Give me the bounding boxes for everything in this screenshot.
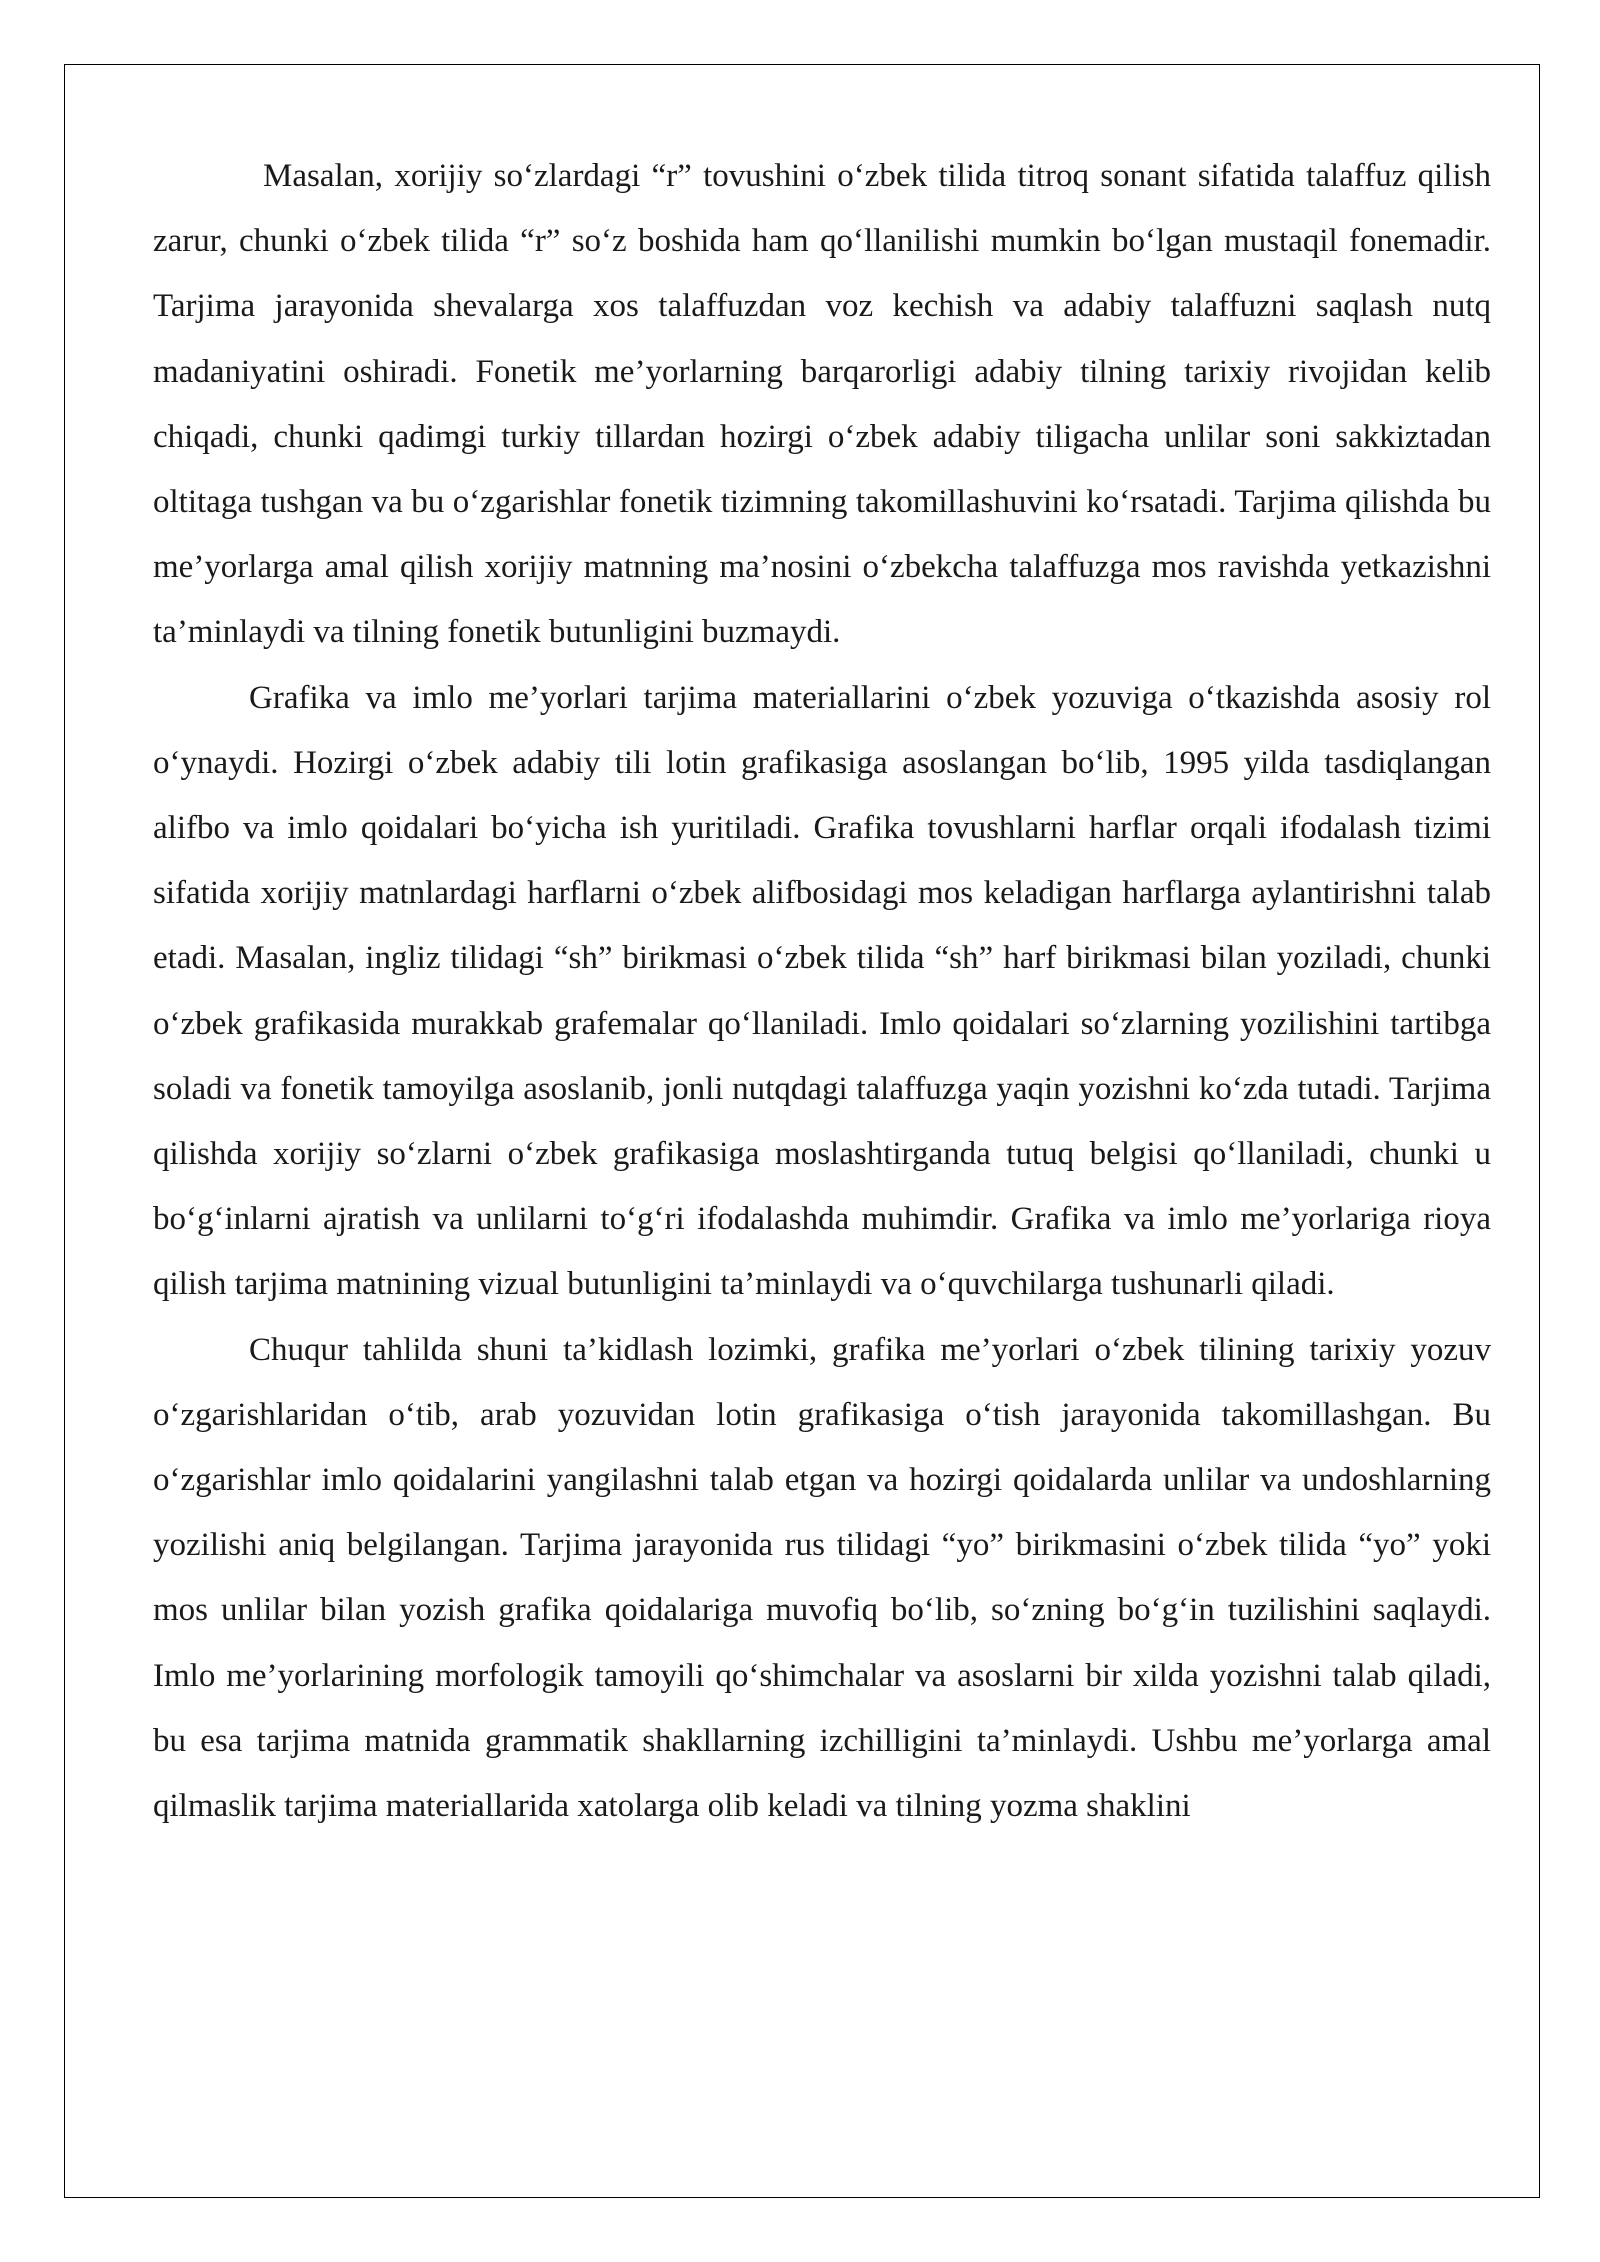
paragraph-2: Grafika va imlo me’yorlari tarjima materiallarini o‘zbek yozuviga o‘tkazishda asosiy rol o‘ynaydi. Hozirgi o‘zbek adabiy tili lotin grafikasiga asoslangan bo‘lib, 1995 yilda tasdiqlangan alifbo va imlo qoidalari bo‘yicha ish yuritiladi. Grafika tovushlarni harflar orqali ifodalash tizimi sifatida xorijiy matnlardagi harflarni o‘zbek alifbosidagi mos keladigan harflarga aylantirishni talab etadi. Masalan, ingliz tilidagi “sh” birikmasi o‘zbek tilida “sh” harf birikmasi bilan yoziladi, chunki o‘zbek grafikasida murakkab grafemalar qo‘llaniladi. Imlo qoidalari so‘zlarning yozilishini tartibga soladi va fonetik tamoyilga asoslanib, jonli nutqdagi talaffuzga yaqin yozishni ko‘zda tutadi. Tarjima qilishda xorijiy so‘zlarni o‘zbek grafikasiga moslashtirganda tutuq belgisi qo‘llaniladi, chunki u bo‘g‘inlarni ajratish va unlilarni to‘g‘ri ifodalashda muhimdir. Grafika va imlo me’yorlariga rioya qilish tarjima matnining vizual butunligini ta’minlaydi va o‘quvchilarga tushunarli qiladi. [153,679,1491,1303]
document-body [153,144,1491,1839]
paragraph-3: Chuqur tahlilda shuni ta’kidlash lozimki, grafika me’yorlari o‘zbek tilining tarixiy yozuv o‘zgarishlaridan o‘tib, arab yozuvidan lotin grafikasiga o‘tish jarayonida takomillashgan. Bu o‘zgarishlar imlo qoidalarini yangilashni talab etgan va hozirgi qoidalarda unlilar va undoshlarning yozilishi aniq belgilangan. Tarjima jarayonida rus tilidagi “yo” birikmasini o‘zbek tilida “yo” yoki mos unlilar bilan yozish grafika qoidalariga muvofiq bo‘lib, so‘zning bo‘g‘in tuzilishini saqlaydi. Imlo me’yorlarining morfologik tamoyili qo‘shimchalar va asoslarni bir xilda yozishni talab qiladi, bu esa tarjima matnida grammatik shakllarning izchilligini ta’minlaydi. Ushbu me’yorlarga amal qilmaslik tarjima materiallarida xatolarga olib keladi va tilning yozma shaklini [153,1331,1491,1825]
paragraph-1: Masalan, xorijiy so‘zlardagi “r” tovushini o‘zbek tilida titroq sonant sifatida talaffuz qilish zarur, chunki o‘zbek tilida “r” so‘z boshida ham qo‘llanilishi mumkin bo‘lgan mustaqil fonemadir. Tarjima jarayonida shevalarga xos talaffuzdan voz kechish va adabiy talaffuzni saqlash nutq madaniyatini oshiradi. Fonetik me’yorlarning barqarorligi adabiy tilning tarixiy rivojidan kelib chiqadi, chunki qadimgi turkiy tillardan hozirgi o‘zbek adabiy tiligacha unlilar soni sakkiztadan oltitaga tushgan va bu o‘zgarishlar fonetik tizimning takomillashuvini ko‘rsatadi. Tarjima qilishda bu me’yorlarga amal qilish xorijiy matnning ma’nosini o‘zbekcha talaffuzga mos ravishda yetkazishni ta’minlaydi va tilning fonetik butunligini buzmaydi. [153,158,1491,651]
